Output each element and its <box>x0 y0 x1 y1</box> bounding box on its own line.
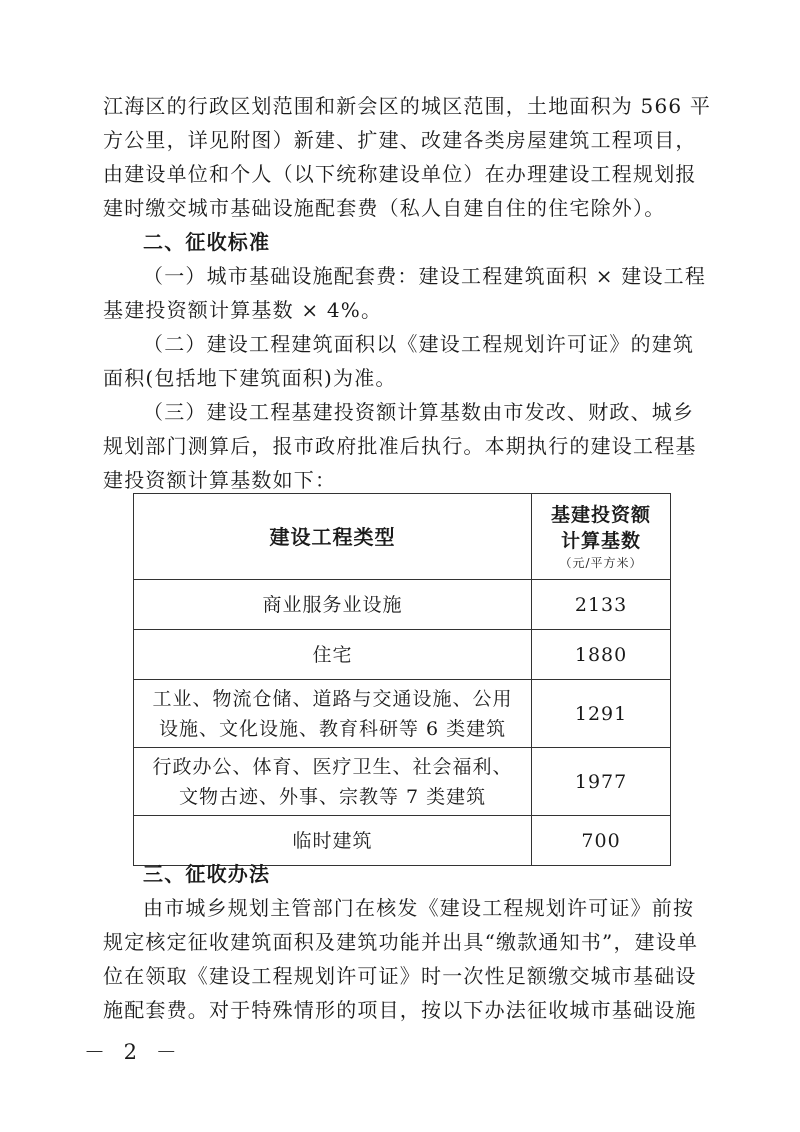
header-base-amount <box>532 494 671 580</box>
table-row <box>134 748 671 816</box>
standard-2-line-1: （二）建设工程建筑面积以《建设工程规划许可证》的建筑 <box>143 332 695 356</box>
section-3-line-2: 规定核定征收建筑面积及建筑功能并出具“缴款通知书”，建设单 <box>103 930 699 954</box>
header-unit: （元/平方米） <box>559 555 643 570</box>
row-type-line-1: 工业、物流仓储、道路与交通设施、公用 <box>152 687 513 710</box>
rate-table <box>133 493 671 866</box>
intro-line-2: 方公里，详见附图）新建、扩建、改建各类房屋建筑工程项目， <box>103 128 697 152</box>
row-type-line-1: 商业服务业设施 <box>262 593 403 616</box>
row-type <box>134 748 532 816</box>
table-row <box>134 680 671 748</box>
table-header-row <box>134 494 671 580</box>
standard-3-line-3: 建投资额计算基数如下： <box>103 468 337 492</box>
section-3-line-3: 位在领取《建设工程规划许可证》时一次性足额缴交城市基础设 <box>103 964 697 988</box>
section-3-line-1: 由市城乡规划主管部门在核发《建设工程规划许可证》前按 <box>143 896 695 920</box>
header-base-line-2: 计算基数 <box>561 529 642 552</box>
standard-1-line-1: （一）城市基础设施配套费：建设工程建筑面积 × 建设工程 <box>143 264 707 288</box>
row-type <box>134 816 532 866</box>
standard-3-line-2: 规划部门测算后，报市政府批准后执行。本期执行的建设工程基 <box>103 434 697 458</box>
row-type <box>134 580 532 630</box>
row-type-line-1: 住宅 <box>312 643 353 666</box>
row-type-line-1: 行政办公、体育、医疗卫生、社会福利、 <box>152 755 513 778</box>
row-type-line-1: 临时建筑 <box>292 829 373 852</box>
section-2-heading: 二、征收标准 <box>143 230 271 254</box>
header-base-line-1: 基建投资额 <box>551 503 652 526</box>
row-type-line-2: 设施、文化设施、教育科研等 6 类建筑 <box>158 717 507 740</box>
row-type <box>134 630 532 680</box>
row-value: 700 <box>532 816 671 866</box>
section-3-heading: 三、征收办法 <box>143 862 271 886</box>
row-type-line-2: 文物古迹、外事、宗教等 7 类建筑 <box>178 785 487 808</box>
intro-line-1: 江海区的行政区划范围和新会区的城区范围，土地面积为 566 平 <box>103 94 712 118</box>
page-number: － 2 － <box>84 1040 183 1064</box>
intro-line-4: 建时缴交城市基础设施配套费（私人自建自住的住宅除外）。 <box>103 196 666 220</box>
row-value: 1291 <box>532 680 671 748</box>
section-3-line-4: 施配套费。对于特殊情形的项目，按以下办法征收城市基础设施 <box>103 998 697 1022</box>
row-value: 1977 <box>532 748 671 816</box>
row-type <box>134 680 532 748</box>
row-value: 1880 <box>532 630 671 680</box>
standard-3-line-1: （三）建设工程基建投资额计算基数由市发改、财政、城乡 <box>143 400 695 424</box>
header-project-type: 建设工程类型 <box>134 494 532 580</box>
row-value: 2133 <box>532 580 671 630</box>
standard-1-line-2: 基建投资额计算基数 × 4%。 <box>103 298 383 322</box>
table-row <box>134 580 671 630</box>
table-row <box>134 816 671 866</box>
intro-line-3: 由建设单位和个人（以下统称建设单位）在办理建设工程规划报 <box>103 162 697 186</box>
standard-2-line-2: 面积(包括地下建筑面积)为准。 <box>103 366 397 390</box>
table-row <box>134 630 671 680</box>
